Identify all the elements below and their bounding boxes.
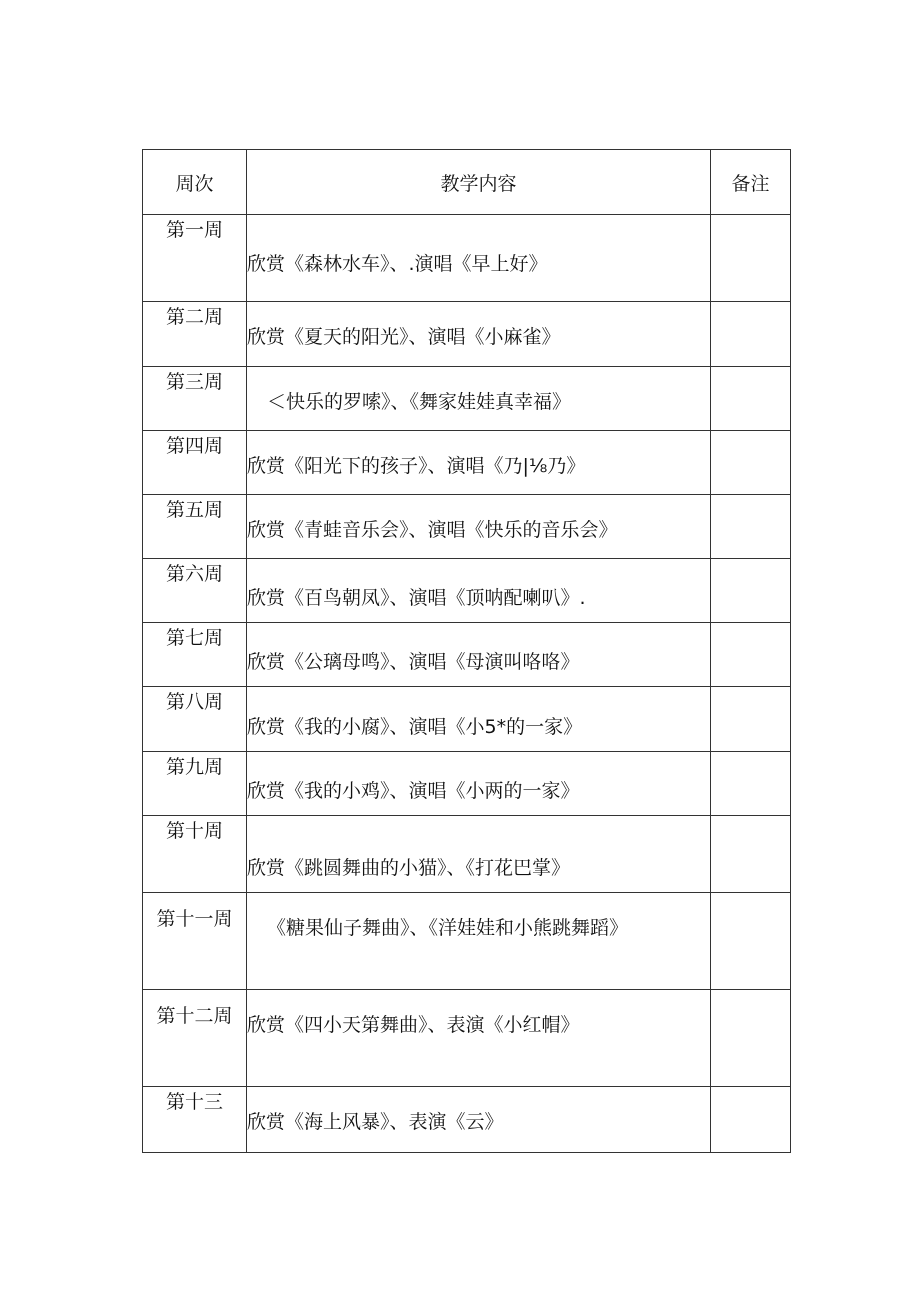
table-row [143,367,791,431]
table-row [143,687,791,752]
week-cell: 第十一周 [143,893,247,990]
content-cell: 欣赏《百鸟朝凤》、演唱《顶呐配喇叭》. [247,559,711,623]
table-row [143,752,791,816]
table-row [143,495,791,559]
note-cell [711,752,791,816]
content-cell: 欣赏《我的小腐》、演唱《小5*的一家》 [247,687,711,752]
week-cell: 第五周 [143,495,247,559]
note-cell [711,893,791,990]
table-row [143,302,791,367]
table-row [143,1087,791,1153]
week-cell: 第一周 [143,215,247,302]
note-cell [711,431,791,495]
week-cell: 第九周 [143,752,247,816]
table-row [143,816,791,893]
table-row [143,990,791,1087]
table-row [143,215,791,302]
content-cell: 欣赏《海上风暴》、表演《云》 [247,1087,711,1153]
week-cell: 第七周 [143,623,247,687]
content-cell: 欣赏《阳光下的孩子》、演唱《乃|⅛乃》 [247,431,711,495]
header-content: 教学内容 [247,150,711,215]
note-cell [711,302,791,367]
note-cell [711,367,791,431]
header-week: 周次 [143,150,247,215]
content-cell: 欣赏《四小天第舞曲》、表演《小红帽》 [247,990,711,1087]
content-cell: 欣赏《夏天的阳光》、演唱《小麻雀》 [247,302,711,367]
note-cell [711,816,791,893]
table-row [143,893,791,990]
note-cell [711,495,791,559]
table-row [143,559,791,623]
content-cell: 《糖果仙子舞曲》、《洋娃娃和小熊跳舞蹈》 [247,893,711,990]
note-cell [711,559,791,623]
content-cell: 欣赏《跳圆舞曲的小猫》、《打花巴掌》 [247,816,711,893]
content-cell: 欣赏《公璃母鸣》、演唱《母演叫咯咯》 [247,623,711,687]
table-row [143,431,791,495]
content-cell: 欣赏《我的小鸡》、演唱《小两的一家》 [247,752,711,816]
content-cell: ＜快乐的罗嗦》、《舞家娃娃真幸福》 [247,367,711,431]
note-cell [711,990,791,1087]
week-cell: 第六周 [143,559,247,623]
note-cell [711,215,791,302]
table-header-row [143,150,791,215]
week-cell: 第三周 [143,367,247,431]
teaching-schedule-table [142,149,791,1153]
week-cell: 第八周 [143,687,247,752]
week-cell: 第十周 [143,816,247,893]
week-cell: 第十二周 [143,990,247,1087]
week-cell: 第四周 [143,431,247,495]
note-cell [711,623,791,687]
content-cell: 欣赏《森林水车》、.演唱《早上好》 [247,215,711,302]
week-cell: 第十三 [143,1087,247,1153]
week-cell: 第二周 [143,302,247,367]
note-cell [711,687,791,752]
content-cell: 欣赏《青蛙音乐会》、演唱《快乐的音乐会》 [247,495,711,559]
note-cell [711,1087,791,1153]
header-note: 备注 [711,150,791,215]
table-row [143,623,791,687]
